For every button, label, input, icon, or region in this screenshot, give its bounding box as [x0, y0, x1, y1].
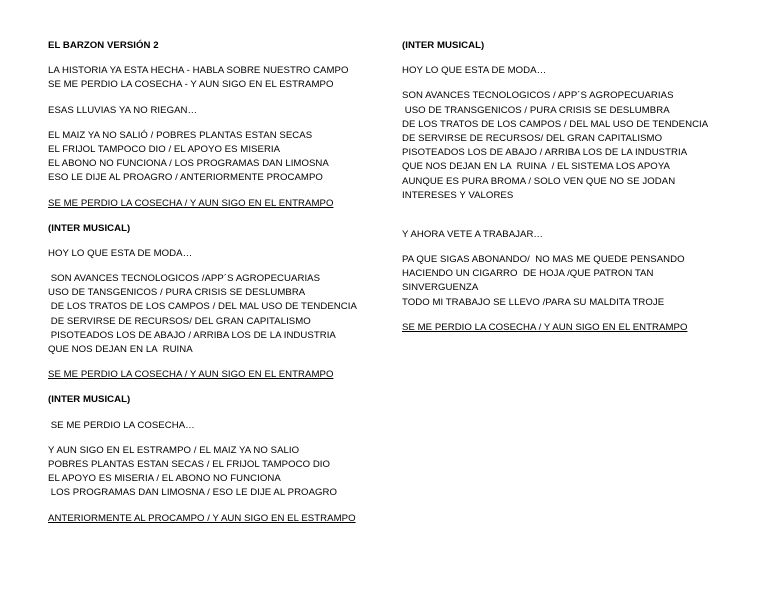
- chorus-line: [402, 321, 752, 335]
- lyric-line: HACIENDO UN CIGARRO DE HOJA /QUE PATRON TAN: [402, 268, 654, 280]
- lyric-line: (INTER MUSICAL): [402, 40, 485, 51]
- verse-block: [402, 253, 752, 310]
- lyric-line: PA QUE SIGAS ABONANDO/ NO MAS ME QUEDE PENSANDO: [402, 254, 685, 266]
- lyric-line: (INTER MUSICAL): [48, 394, 131, 406]
- lyric-line: TODO MI TRABAJO SE LLEVO /PARA SU MALDITA TROJE: [402, 296, 665, 308]
- verse-block: [48, 104, 378, 118]
- lyric-line: LA HISTORIA YA ESTA HECHA - HABLA SOBRE NUESTRO CAMPO: [48, 65, 349, 77]
- lyric-line: Y AHORA VETE A TRABAJAR…: [402, 228, 544, 240]
- verse-block: [402, 64, 752, 78]
- lyric-line: SE ME PERDIO LA COSECHA / Y AUN SIGO EN EL ENTRAMPO: [48, 369, 334, 381]
- lyric-line: QUE NOS DEJAN EN LA RUINA: [48, 344, 193, 355]
- lyric-line: SON AVANCES TECNOLOGICOS /APP´S AGROPECUARIAS: [48, 273, 321, 285]
- lyric-line: (INTER MUSICAL): [48, 222, 131, 234]
- verse-block: [48, 247, 378, 261]
- chorus-line: [48, 368, 378, 382]
- lyric-line: Y AUN SIGO EN EL ESTRAMPO / EL MAIZ YA NO SALIO: [48, 444, 300, 456]
- verse-block: [402, 228, 752, 242]
- section-heading: [48, 393, 378, 407]
- lyric-line: EL FRIJOL TAMPOCO DIO / EL APOYO ES MISERIA: [48, 143, 281, 155]
- lyric-line: INTERESES Y VALORES: [402, 189, 514, 201]
- lyric-line: SE ME PERDIO LA COSECHA / Y AUN SIGO EN EL ENTRAMPO: [402, 321, 688, 333]
- lyric-line: DE SERVIRSE DE RECURSOS/ DEL GRAN CAPITALISMO: [48, 315, 311, 327]
- chorus-line: [48, 197, 378, 211]
- lyric-line: DE LOS TRATOS DE LOS CAMPOS / DEL MAL USO DE TENDENCIA: [402, 118, 709, 130]
- lyric-line: SINVERGUENZA: [402, 282, 479, 294]
- lyric-line: ESO LE DIJE AL PROAGRO / ANTERIORMENTE PROCAMPO: [48, 172, 323, 184]
- lyric-line: HOY LO QUE ESTA DE MODA…: [48, 247, 193, 259]
- section-heading: [48, 39, 378, 53]
- verse-block: [402, 89, 752, 203]
- lyric-line: POBRES PLANTAS ESTAN SECAS / EL FRIJOL TAMPOCO DIO: [48, 458, 331, 470]
- lyric-line: ANTERIORMENTE AL PROCAMPO / Y AUN SIGO EN EL ESTRAMPO: [48, 512, 356, 524]
- lyric-line: LOS PROGRAMAS DAN LIMOSNA / ESO LE DIJE AL PROAGRO: [48, 487, 338, 499]
- right-column: [402, 39, 752, 346]
- lyric-line: EL BARZON VERSIÓN 2: [48, 40, 159, 51]
- lyric-line: SE ME PERDIO LA COSECHA…: [48, 419, 195, 431]
- verse-block: [48, 444, 378, 501]
- lyric-line: SE ME PERDIO LA COSECHA - Y AUN SIGO EN EL ESTRAMPO: [48, 79, 334, 91]
- verse-block: [48, 129, 378, 186]
- lyric-line: QUE NOS DEJAN EN LA RUINA / EL SISTEMA LOS APOYA: [402, 161, 671, 173]
- lyric-line: SON AVANCES TECNOLOGICOS / APP´S AGROPECUARIAS: [402, 90, 674, 102]
- lyric-line: SE ME PERDIO LA COSECHA / Y AUN SIGO EN EL ENTRAMPO: [48, 197, 334, 209]
- lyric-line: AUNQUE ES PURA BROMA / SOLO VEN QUE NO SE JODAN: [402, 175, 676, 187]
- lyric-line: HOY LO QUE ESTA DE MODA…: [402, 65, 547, 77]
- spacer: [402, 214, 752, 228]
- lyric-line: PISOTEADOS LOS DE ABAJO / ARRIBA LOS DE LA INDUSTRIA: [402, 147, 688, 159]
- verse-block: [48, 272, 378, 357]
- lyric-line: DE LOS TRATOS DE LOS CAMPOS / DEL MAL USO DE TENDENCIA: [48, 301, 357, 313]
- lyric-line: EL APOYO ES MISERIA / EL ABONO NO FUNCIONA: [48, 473, 281, 485]
- section-heading: [402, 39, 752, 53]
- lyric-line: PISOTEADOS LOS DE ABAJO / ARRIBA LOS DE LA INDUSTRIA: [48, 329, 336, 341]
- lyric-line: DE SERVIRSE DE RECURSOS/ DEL GRAN CAPITALISMO: [402, 132, 663, 144]
- lyric-line: EL MAIZ YA NO SALIÓ / POBRES PLANTAS ESTAN SECAS: [48, 129, 313, 141]
- verse-block: [48, 419, 378, 433]
- verse-block: [48, 64, 378, 92]
- lyric-line: EL ABONO NO FUNCIONA / LOS PROGRAMAS DAN LIMOSNA: [48, 158, 329, 170]
- lyric-line: USO DE TANSGENICOS / PURA CRISIS SE DESLUMBRA: [48, 287, 306, 299]
- left-column: [48, 39, 378, 537]
- section-heading: [48, 222, 378, 236]
- chorus-line: [48, 512, 378, 526]
- lyric-line: ESAS LLUVIAS YA NO RIEGAN…: [48, 104, 198, 116]
- lyric-line: USO DE TRANSGENICOS / PURA CRISIS SE DESLUMBRA: [402, 104, 670, 116]
